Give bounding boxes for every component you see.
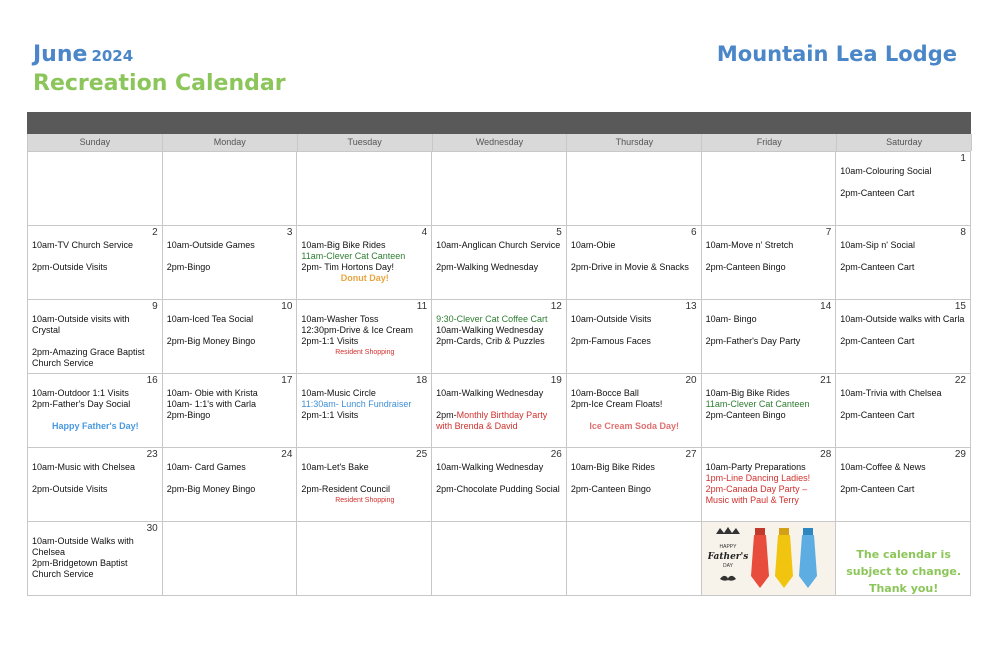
day-number: 1	[960, 153, 966, 164]
day-cell	[567, 226, 702, 300]
event-item: 2pm-Amazing Grace Baptist Church Service	[32, 347, 145, 368]
day-number: 17	[281, 375, 293, 386]
event-item: 2pm-Ice Cream Floats!	[570, 399, 663, 409]
day-number: 7	[825, 227, 832, 238]
event-item: 10am-Colouring Social	[840, 166, 932, 176]
day-number: 10	[281, 301, 293, 312]
event-item: 10am-Walking Wednesday	[436, 388, 544, 398]
art-text-2: Father's	[708, 551, 749, 562]
event-item: 9:30-Clever Cat Coffee Cart	[436, 314, 548, 324]
day-number: 28	[820, 449, 832, 460]
event-item: 2pm-Outside Visits	[32, 262, 108, 272]
lodge-name: Mountain Lea Lodge	[716, 42, 957, 66]
event-item: 2pm-Cards, Crib & Puzzles	[436, 336, 545, 346]
event-item: 2pm-Canteen Bingo	[705, 262, 786, 272]
day-number: 22	[954, 375, 966, 386]
event-item: 2pm-Outside Visits	[32, 484, 108, 494]
event-item: 10am-Music Circle	[301, 388, 376, 398]
event-item: 2pm-Canteen Cart	[840, 484, 915, 494]
day-cell	[432, 374, 567, 448]
event-item: 10am-Big Bike Rides	[570, 462, 655, 472]
event-item: 2pm-Canteen Bingo	[570, 484, 651, 494]
event-item: 10am-Outside Games	[166, 240, 255, 250]
day-cell	[702, 448, 837, 522]
tie-blue	[799, 528, 817, 588]
event-item: 2pm-Canada Day Party – Music with Paul & Terry	[705, 484, 808, 505]
event-item: 2pm-Bridgetown Baptist Church Service	[32, 558, 128, 579]
day-cell	[163, 300, 298, 374]
day-number: 27	[685, 449, 697, 460]
day-cell	[297, 448, 432, 522]
day-cell	[163, 374, 298, 448]
calendar-grid	[27, 151, 971, 596]
calendar-subtitle: Recreation Calendar	[33, 71, 286, 96]
event-item: 10am-Walking Wednesday	[436, 462, 544, 472]
event-item: 10am- Obie with Krista	[166, 388, 258, 398]
event-item: 10am- Bingo	[705, 314, 757, 324]
day-number: 19	[550, 375, 562, 386]
day-number: 2	[152, 227, 158, 238]
event-item: 10am-Washer Toss	[301, 314, 379, 324]
event-item: 2pm-Canteen Cart	[840, 262, 915, 272]
event-item: 10am-Music with Chelsea	[32, 462, 136, 472]
event-item: 11:30am- Lunch Fundraiser	[301, 399, 412, 409]
day-number: 8	[960, 227, 966, 238]
notice-line: subject to change.	[846, 565, 962, 578]
day-number: 21	[820, 375, 832, 386]
event-item: 12:30pm-Drive & Ice Cream	[301, 325, 413, 335]
day-cell	[432, 226, 567, 300]
event-item: Happy Father's Day!	[52, 421, 139, 431]
event-item: 10am-Outdoor 1:1 Visits	[32, 388, 129, 398]
weekday-label: Wednesday	[433, 134, 568, 151]
day-number: 24	[281, 449, 293, 460]
day-cell	[836, 300, 971, 374]
day-number: 9	[152, 301, 158, 312]
day-cell	[836, 152, 971, 226]
month-title: June 2024	[33, 42, 134, 67]
event-item: 2pm-Bingo	[166, 410, 211, 420]
event-item: 2pm-Resident Council	[301, 484, 390, 494]
event-item: 10am-Bocce Ball	[570, 388, 639, 398]
day-number: 18	[416, 375, 428, 386]
art-text-3: DAY	[723, 562, 734, 569]
day-number: 13	[685, 301, 697, 312]
event-item: 10am-Walking Wednesday	[436, 325, 544, 335]
event-item: 2pm-Canteen Cart	[840, 410, 915, 420]
day-cell	[567, 300, 702, 374]
event-item: 10am- Card Games	[166, 462, 246, 472]
weekday-label: Friday	[702, 134, 837, 151]
day-number: 26	[550, 449, 562, 460]
event-item: 10am-TV Church Service	[32, 240, 134, 250]
weekday-label: Thursday	[567, 134, 702, 151]
title-block	[33, 42, 286, 99]
event-item: 11am-Clever Cat Canteen	[301, 251, 406, 261]
day-number: 30	[146, 523, 158, 534]
day-cell	[163, 522, 298, 596]
event-item: 2pm-Father's Day Social	[32, 399, 131, 409]
header-bar	[27, 112, 971, 134]
day-cell	[702, 522, 837, 596]
event-item: 10am-Trivia with Chelsea	[840, 388, 942, 398]
tie-yellow	[775, 528, 793, 588]
day-cell	[702, 300, 837, 374]
day-cell	[432, 522, 567, 596]
day-cell	[163, 448, 298, 522]
event-item: 10am- 1:1's with Carla	[166, 399, 256, 409]
day-cell	[836, 374, 971, 448]
day-number: 6	[691, 227, 697, 238]
day-number: 4	[421, 227, 428, 238]
notice-line: Thank you!	[868, 582, 939, 595]
event-item: 11am-Clever Cat Canteen	[705, 399, 810, 409]
weekday-label: Sunday	[28, 134, 163, 151]
day-number: 3	[286, 227, 293, 238]
event-item: 2pm-Bingo	[166, 262, 211, 272]
day-number: 12	[550, 301, 562, 312]
weekday-label: Tuesday	[298, 134, 433, 151]
day-cell	[432, 152, 567, 226]
event-item: 2pm-Big Money Bingo	[166, 336, 256, 346]
day-cell	[297, 152, 432, 226]
event-item: Ice Cream Soda Day!	[589, 421, 679, 431]
day-cell	[297, 522, 432, 596]
event-item: 10am-Outside Walks with Chelsea	[32, 536, 134, 557]
day-cell	[163, 152, 298, 226]
day-number: 5	[556, 227, 562, 238]
day-cell	[163, 226, 298, 300]
year-label: 2024	[91, 47, 134, 65]
event-item: 10am-Obie	[570, 240, 616, 250]
day-cell	[567, 152, 702, 226]
day-number: 25	[416, 449, 428, 460]
day-number: 14	[820, 301, 832, 312]
day-cell	[567, 522, 702, 596]
event-item: Donut Day!	[340, 273, 389, 283]
day-cell	[432, 448, 567, 522]
day-cell	[836, 226, 971, 300]
event-item: 10am-Big Bike Rides	[705, 388, 790, 398]
event-item: 2pm-Father's Day Party	[705, 336, 801, 346]
day-cell	[28, 522, 163, 596]
day-cell	[702, 374, 837, 448]
event-highlight: Monthly Birthday Party with Brenda & David	[436, 410, 548, 431]
event-item: 1pm-Line Dancing Ladies!	[705, 473, 811, 483]
event-item: 2pm-Canteen Cart	[840, 336, 915, 346]
ties-illustration	[708, 524, 828, 594]
schedule-notice	[840, 536, 967, 596]
day-cell	[702, 152, 837, 226]
event-item: 2pm-1:1 Visits	[301, 336, 359, 346]
event-item: Resident Shopping	[335, 497, 395, 504]
day-number: 15	[954, 301, 966, 312]
event-item: Resident Shopping	[335, 349, 395, 356]
event-item: 2pm-Big Money Bingo	[166, 484, 256, 494]
fathers-day-art	[702, 522, 836, 595]
event-item: 10am-Outside walks with Carla	[840, 314, 965, 324]
day-cell	[28, 226, 163, 300]
weekday-label: Saturday	[837, 134, 972, 151]
day-cell	[836, 448, 971, 522]
event-item: 2pm-Canteen Bingo	[705, 410, 786, 420]
event-item: 10am-Sip n' Social	[840, 240, 916, 250]
art-text-1: HAPPY	[719, 543, 737, 550]
day-cell	[432, 300, 567, 374]
day-cell	[702, 226, 837, 300]
day-cell	[28, 300, 163, 374]
tie-red	[751, 528, 769, 588]
day-cell	[567, 448, 702, 522]
event-item: 10am-Move n' Stretch	[705, 240, 794, 250]
event-item: 2pm-Famous Faces	[570, 336, 651, 346]
day-number: 23	[146, 449, 158, 460]
day-cell	[28, 448, 163, 522]
event-item: 10am-Party Preparations	[705, 462, 806, 472]
weekday-label: Monday	[163, 134, 298, 151]
day-cell	[28, 374, 163, 448]
day-number: 16	[146, 375, 158, 386]
event-item: 2pm-Chocolate Pudding Social	[436, 484, 560, 494]
event-item: 2pm-Canteen Cart	[840, 188, 915, 198]
event-item: 2pm- Tim Hortons Day!	[301, 262, 394, 272]
day-number: 11	[416, 301, 428, 312]
event-item: 10am-Outside Visits	[570, 314, 652, 324]
day-cell	[567, 374, 702, 448]
day-cell	[297, 300, 432, 374]
weekday-header-row	[27, 134, 972, 151]
event-item: 10am-Outside visits with Crystal	[32, 314, 130, 335]
day-number: 20	[685, 375, 697, 386]
event-item: 10am-Coffee & News	[840, 462, 926, 472]
event-item: 10am-Let's Bake	[301, 462, 369, 472]
day-cell	[28, 152, 163, 226]
event-item: 10am-Big Bike Rides	[301, 240, 386, 250]
event-item: 2pm-Drive in Movie & Snacks	[570, 262, 689, 272]
event-item: 10am-Anglican Church Service	[436, 240, 561, 250]
day-cell	[836, 522, 971, 596]
notice-line: The calendar is	[856, 548, 951, 561]
day-cell	[297, 374, 432, 448]
event-item: 2pm-Walking Wednesday	[436, 262, 539, 272]
day-number: 29	[954, 449, 966, 460]
event-item: 2pm-Monthly Birthday Party with Brenda & David	[436, 410, 548, 431]
event-item: 10am-Iced Tea Social	[166, 314, 254, 324]
event-item: 2pm-1:1 Visits	[301, 410, 359, 420]
day-cell	[297, 226, 432, 300]
